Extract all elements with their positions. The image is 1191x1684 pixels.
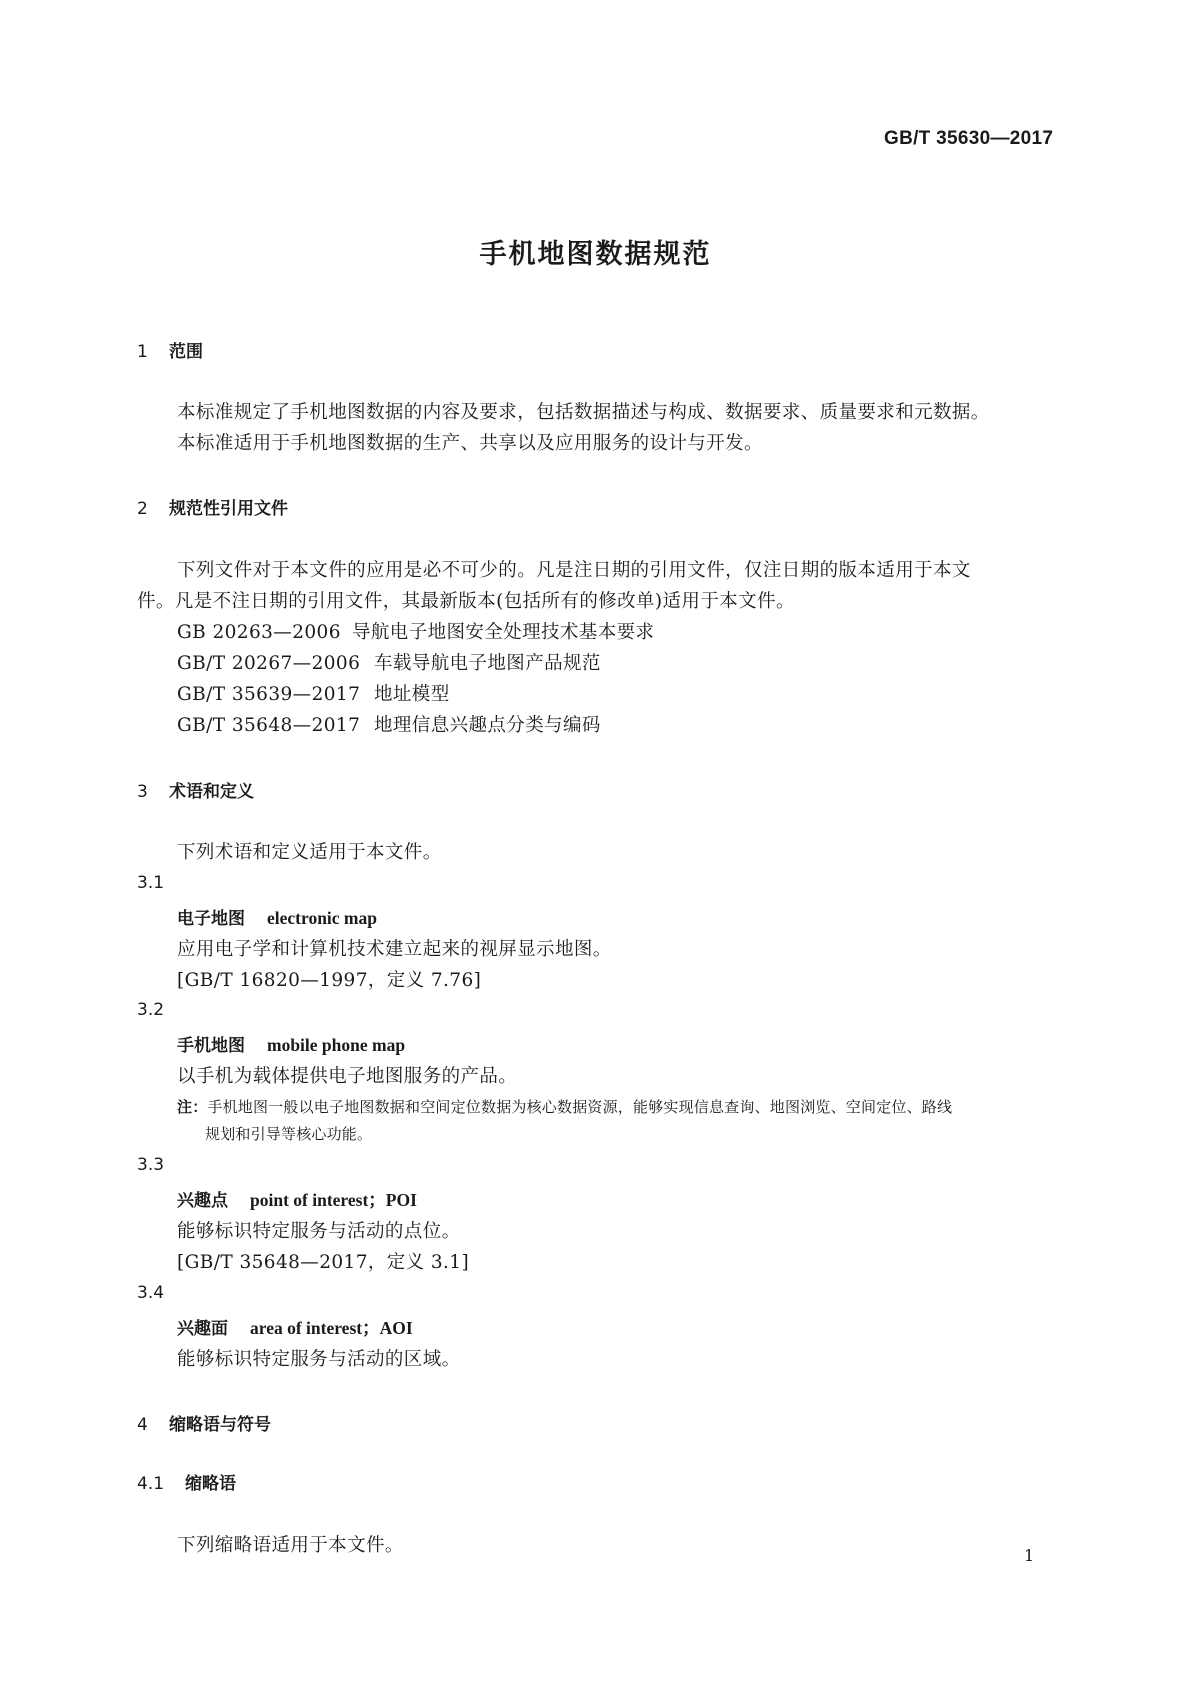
term-number: 3.3: [137, 1155, 165, 1175]
reference-name: 车载导航电子地图产品规范: [374, 653, 601, 674]
standard-number: GB/T 35630—2017: [884, 128, 1054, 149]
term-source: [GB/T 16820—1997，定义 7.76]: [177, 970, 482, 991]
section-title: 规范性引用文件: [169, 499, 288, 519]
section-3-heading: [137, 777, 254, 802]
paragraph: 下列文件对于本文件的应用是必不可少的。凡是注日期的引用文件，仅注日期的版本适用于本文: [177, 560, 971, 581]
section-number: 3: [137, 782, 148, 802]
term-en: mobile phone map: [267, 1035, 406, 1055]
page-number: 1: [1024, 1546, 1035, 1565]
reference-name: 地理信息兴趣点分类与编码: [374, 715, 601, 736]
term-definition: 能够标识特定服务与活动的点位。: [177, 1221, 461, 1242]
section-number: 2: [137, 499, 148, 519]
term-number: 3.1: [137, 873, 165, 893]
term-source: [GB/T 35648—2017，定义 3.1]: [177, 1252, 470, 1273]
reference-item: [177, 711, 601, 737]
subsection-number: 4.1: [137, 1474, 165, 1494]
paragraph: 下列缩略语适用于本文件。: [177, 1535, 404, 1556]
term-number: 3.4: [137, 1283, 165, 1303]
section-title: 术语和定义: [169, 782, 254, 802]
subsection-4-1-heading: [137, 1469, 236, 1494]
term-heading: [177, 1314, 413, 1340]
term-zh: 兴趣点: [177, 1191, 228, 1211]
term-definition: 以手机为载体提供电子地图服务的产品。: [177, 1066, 518, 1087]
note-label: 注：: [177, 1098, 208, 1116]
section-title: 缩略语与符号: [169, 1415, 271, 1435]
reference-item: [177, 649, 601, 675]
reference-name: 地址模型: [374, 684, 450, 705]
reference-code: GB 20263—2006: [177, 622, 341, 643]
reference-code: GB/T 35648—2017: [177, 715, 361, 736]
reference-code: GB/T 35639—2017: [177, 684, 361, 705]
term-heading: [177, 1186, 417, 1212]
term-zh: 电子地图: [177, 909, 245, 929]
document-title: 手机地图数据规范: [479, 239, 712, 270]
paragraph: 本标准适用于手机地图数据的生产、共享以及应用服务的设计与开发。: [177, 433, 763, 454]
paragraph: 本标准规定了手机地图数据的内容及要求，包括数据描述与构成、数据要求、质量要求和元数据。: [177, 402, 990, 423]
section-2-heading: [137, 494, 288, 519]
term-note-continued: 规划和引导等核心功能。: [205, 1125, 373, 1143]
section-number: 4: [137, 1415, 148, 1435]
paragraph: 下列术语和定义适用于本文件。: [177, 842, 442, 863]
term-en: electronic map: [267, 908, 377, 928]
term-en: point of interest；POI: [250, 1190, 417, 1210]
reference-item: [177, 618, 654, 644]
term-note: [177, 1096, 952, 1117]
section-4-heading: [137, 1410, 271, 1435]
term-definition: 应用电子学和计算机技术建立起来的视屏显示地图。: [177, 939, 612, 960]
note-text: 手机地图一般以电子地图数据和空间定位数据为核心数据资源，能够实现信息查询、地图浏览、空间定位、路线: [207, 1098, 953, 1116]
reference-item: [177, 680, 450, 706]
reference-name: 导航电子地图安全处理技术基本要求: [352, 622, 655, 643]
section-number: 1: [137, 342, 148, 362]
section-1-heading: [137, 337, 203, 362]
term-definition: 能够标识特定服务与活动的区域。: [177, 1349, 461, 1370]
subsection-title: 缩略语: [185, 1474, 236, 1494]
term-zh: 兴趣面: [177, 1319, 228, 1339]
term-en: area of interest；AOI: [250, 1318, 413, 1338]
term-zh: 手机地图: [177, 1036, 245, 1056]
paragraph: 件。凡是不注日期的引用文件，其最新版本(包括所有的修改单)适用于本文件。: [137, 591, 795, 612]
term-number: 3.2: [137, 1000, 165, 1020]
term-heading: [177, 1031, 405, 1056]
reference-code: GB/T 20267—2006: [177, 653, 361, 674]
section-title: 范围: [169, 342, 203, 362]
term-heading: [177, 904, 377, 929]
